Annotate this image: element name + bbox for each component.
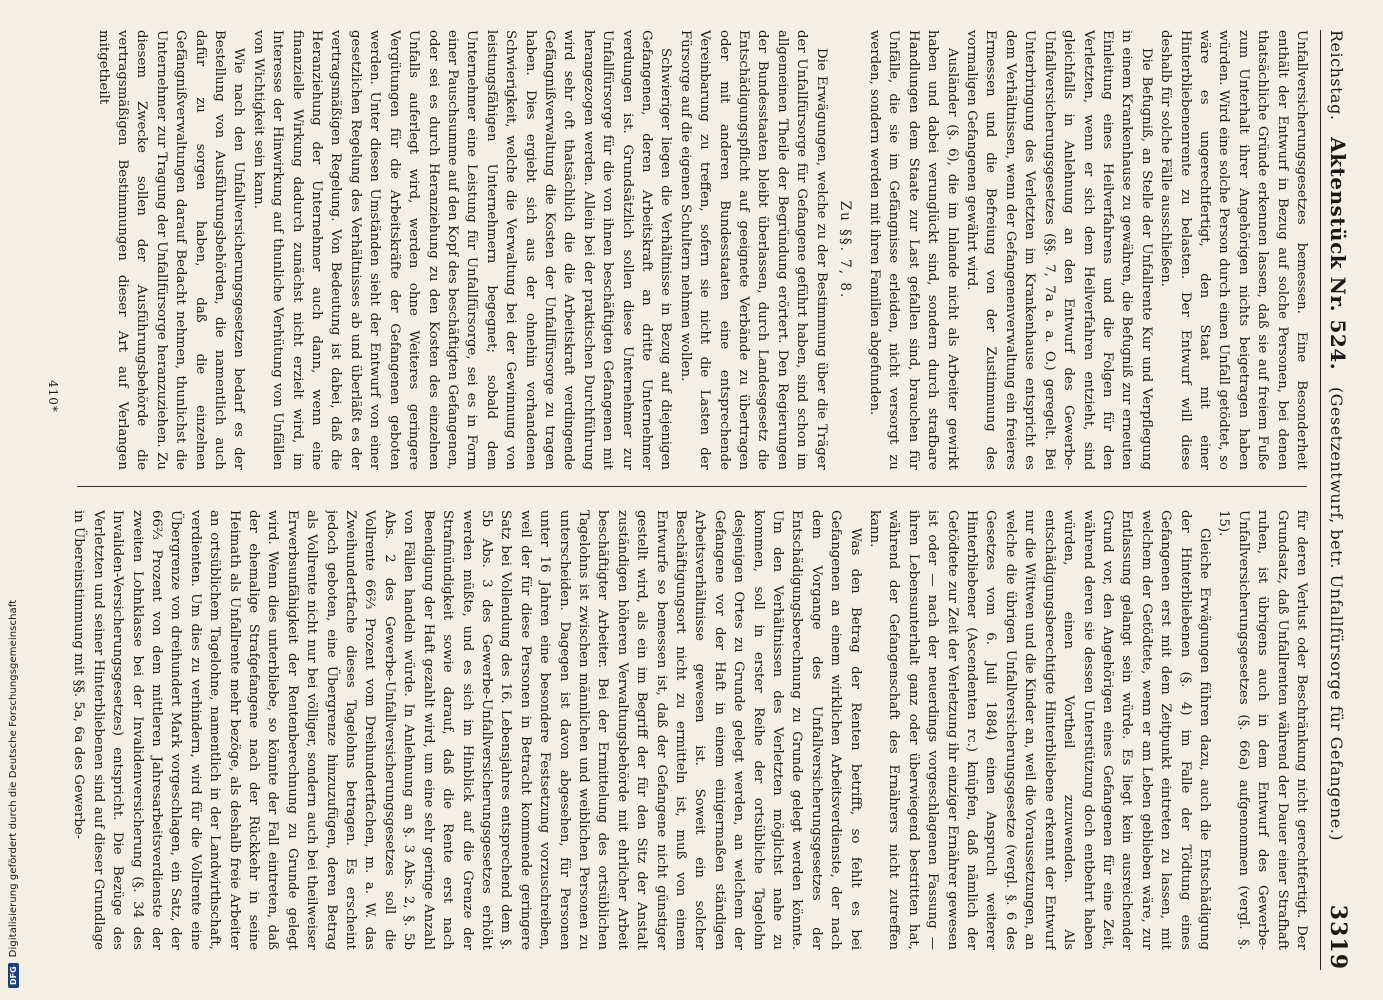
column-left: [71, 30, 1311, 470]
section-heading: Zu §§. 7, 8.: [836, 200, 853, 300]
paragraph: Die Befugniß, an Stelle der Unfallrente Kur und Verpflegung in einem Krankenhause zu gewähren, die Befugniß zur erneuten Einleitung eines Heilverfahrens und die Folgen für den Verletzten, wenn er sich dem Heilverfahren entzieht, sind gleichfalls in Anlehnung an den Entwurf des Gewerbe-Unfallversicherungsgesetzes (§§. 7, 7a a. a. O.) geregelt. Bei Unterbringung des Verletzten im Krankenhause entspricht es dem Verhältnissen, wenn der Gefangenenverwaltung ein freieres Ermessen und die Befreiung von der Zustimmung des vormaligen Gefangenen gewährt wird.: [964, 30, 1154, 470]
paragraph: Schwieriger liegen die Verhältnisse in Bezug auf diejenigen Gefangenen, deren Arbeitskraft an dritte Unternehmer verdungen ist. Grundsätzlich sollen diese Unternehmer zur Unfallfürsorge für die von ihnen beschäftigten Gefangenen mit herangezogen werden. Allein bei der praktischen Durchführung wird sehr oft thatsächlich die die Arbeitskraft verdingende Gefängnißverwaltung die Kosten der Unfallfürsorge zu tragen haben. Dies ergiebt sich aus der ohnehin vorhandenen Schwierigkeit, welche die Verwaltung bei der Gewinnung von leistungsfähigen Unternehmern begegnet; sobald dem Unternehmer eine Leistung für Unfallfürsorge, sei es in Form einer Pauschsumme auf den Kopf des beschäftigten Gefangenen, oder sei es durch Heranziehung zu den Kosten des einzelnen Unfalls auferlegt wird, werden ohne Weiteres geringere Vergütungen für die Arbeitskräfte der Gefangenen geboten werden. Unter diesen Umständen sieht der Entwurf von einer gesetzlichen Regelung des Verhältnisses ab und überläßt es der vertragsmäßigen Regelung. Von Bedeutung ist dabei, daß die Heranziehung der Unternehmer auch dann, wenn eine finanzielle Wirkung dadurch zunächst nicht erzielt wird, im Interesse der Hinwirkung auf thunliche Verhütung von Unfällen von Wichtigkeit sein kann.: [250, 30, 674, 470]
paragraph: Ausländer (§. 6), die im Inlande nicht als Arbeiter gewirkt haben und dabei verunglückt sind, sondern durch strafbare Handlungen dem Staate zur Last gefallen sind, brauchen für Unfälle, die sie im Gefängnisse erleiden, nicht versorgt zu werden, sondern werden mit ihren Familien abgefunden.: [867, 30, 960, 470]
page-header: [1320, 30, 1355, 970]
scanned-sheet: [30, 0, 1383, 1000]
title-prefix: Reichstag.: [1327, 30, 1346, 121]
paragraph: Wie nach den Unfallversicherungsgesetzen bedarf es der Bestellung von Ausführungsbehörden, die namentlich auch dafür zu sorgen haben, daß die einzelnen Gefängnißverwaltungen darauf Bedacht nehmen, thunlichst die Unternehmer zur Tragung der Unfallfürsorge heranzuziehen. Zu diesem Zwecke sollen der Ausführungsbehörde die vertragsmäßigen Bestimmungen dieser Art auf Verlangen mitgetheilt: [95, 30, 247, 470]
paragraph: für deren Verlust oder Beschränkung nicht gerechtfertigt. Der Grundsatz, daß Unfallrenten während der Dauer einer Strafhaft ruhen, ist übrigens auch in dem Entwurf des Gewerbe-Unfallversicherungsgesetzes (§. 66a) aufgenommen (vergl. §. 15).: [1216, 510, 1309, 950]
paragraph: Die Erwägungen, welche zu der Bestimmung über die Träger der Unfallfürsorge für Gefangene geführt haben, sind schon im allgemeinen Theile der Begründung erörtert. Den Regierungen der Bundesstaaten bleibt überlassen, durch Landesgesetz die Entschädigungspflicht auf geeignete Verbände zu übertragen oder mit anderen Bundesstaaten eine entsprechende Vereinbarung zu treffen, sofern sie nicht die Lasten der Fürsorge auf die eigenen Schultern nehmen wollen.: [677, 30, 829, 470]
paragraph: Gleiche Erwägungen führen dazu, auch die Entschädigung der Hinterbliebenen (§. 4) im Falle der Tödtung eines Gefangenen erst mit dem Zeitpunkt eintreten zu lassen, mit welchem der Getödtete, wenn er am Leben geblieben wäre, zur Entlassung gelangt sein würde. Es liegt kein ausreichender Grund vor, den Angehörigen eines Gefangenen für eine Zeit, während deren sie dessen Unterstützung doch entbehrt haben würden, einen Vortheil zuzuwenden. Als entschädigungsberechtigte Hinterbliebene erkennt der Entwurf nur die Wittwen und die Kinder an, weil die Voraussetzungen, an welche die übrigen Unfallversicherungsgesetze (vergl. §. 6 des Gesetzes vom 6. Juli 1884) einen Anspruch weiterer Hinterbliebener (Ascendenten rc.) knüpfen, daß nämlich der Getödtete zur Zeit der Verletzung ihr einziger Ernährer gewesen ist oder — nach der neuerdings vorgeschlagenen Fassung — ihren Lebensunterhalt ganz oder überwiegend bestritten hat, während der Gefangenschaft des Ernährers nicht zutreffen kann.: [867, 510, 1212, 950]
dfg-logo-icon: DFG: [8, 963, 19, 988]
page-title: [1326, 30, 1350, 841]
column-divider: [77, 486, 1307, 487]
digitization-credit: [2, 500, 32, 990]
title-suffix: (Gesetzentwurf, betr. Unfallfürsorge für Gefangene.): [1327, 386, 1346, 842]
title-main: Aktenstück Nr. 524.: [1326, 137, 1350, 371]
sheet-signature: 410*: [46, 380, 60, 413]
paragraph: Unfallversicherungsgesetzes bemessen. Eine Besonderheit enthält der Entwurf in Bezug auf solche Personen, bei denen thatsächliche Gründe erkennen lassen, daß sie auf freiem Fuße zum Unterhalt ihrer Angehörigen nichts beigetragen haben würden. Wird eine solche Person durch einen Unfall getödtet, so wäre es ungerechtfertigt, den Staat mit einer Hinterbliebenenrente zu belasten. Der Entwurf will diese deshalb für solche Fälle ausschließen.: [1158, 30, 1309, 470]
paragraph: Was den Betrag der Renten betrifft, so fehlt es bei Gefangenen an einem wirklichen Arbeitsverdienste, der nach dem Vorgange des Unfallversicherungsgesetzes der Entschädigungsberechnung zu Grunde gelegt werden könnte. Um den Verhältnissen des Verletzten möglichst nahe zu kommen, soll in erster Reihe der ortsübliche Tagelohn desjenigen Ortes zu Grunde gelegt werden, an welchem der Gefangene vor der Haft in einem einigermaßen ständigen Arbeitsverhältnisse gewesen ist. Soweit ein solcher Beschäftigungsort nicht zu ermitteln ist, muß von einem Entwurfe so bemessen ist, daß der Gefangene nicht günstiger gestellt wird, als ein im Begriff der für den Sitz der Anstalt zuständigen höheren Verwaltungsbehörde mit ehrlicher Arbeit beschäftigter Arbeiter. Bei der Ermittelung des ortsüblichen Tagelohns ist zwischen männlichen und weiblichen Personen zu unterscheiden. Dagegen ist davon abgesehen, für Personen unter 16 Jahren eine besondere Festsetzung vorzuschreiben, weil der für diese Personen in Betracht kommende geringere Satz bei Vollendung des 16. Lebensjahres entsprechend dem §. 5b Abs. 3 des Gewerbe-Unfallversicherungsgesetzes erhöht werden müßte, und es sich im Hinblick auf die Grenze der Strafmündigkeit sowie darauf, daß die Rente erst nach Beendigung der Haft gezahlt wird, um eine sehr geringe Anzahl von Fällen handeln würde. In Anlehnung an §. 3 Abs. 2, §. 5b Abs. 2 des Gewerbe-Unfallversicherungsgesetzes soll die Vollrente 66⅔ Prozent vom Dreihundertfachen, m. a. W. das Zweihundertfache dieses Tagelohns betragen. Es erscheint jedoch geboten, eine Übergrenze hinzuzufügen, deren Betrag als Vollrente nicht nur bei völliger, sondern auch bei theilweiser Erwerbsunfähigkeit der Rentenberechnung zu Grunde gelegt wird. Wenn dies unterbliebe, so könnte der Fall eintreten, daß der ehemalige Strafgefangene nach der Rückkehr in seine Heimath als Unfallrente mehr bezöge, als deshalb freie Arbeiter an ortsüblichem Tagelohne, namentlich in der Landwirthschaft, verdienten. Um dies zu verhindern, wird für die Vollrente eine Übergrenze von dreihundert Mark vorgeschlagen, ein Satz, der 66⅔ Prozent von dem mittleren Jahresarbeitsverdienste der zweiten Lohnklasse bei der Invalidenversicherung (§. 34 des Invaliden-Versicherungsgesetzes) entspricht. Die Bezüge des Verletzten und seiner Hinterbliebenen sind auf dieser Grundlage in Übereinstimmung mit §§. 5a, 6a des Gewerbe-: [71, 510, 863, 950]
column-right: [71, 510, 1311, 950]
credit-text: Digitalisierung gefördert durch die Deutsche Forschungsgemeinschaft: [7, 599, 19, 958]
page-number: 3319: [1325, 904, 1351, 970]
rotated-content: [30, 0, 1383, 1000]
